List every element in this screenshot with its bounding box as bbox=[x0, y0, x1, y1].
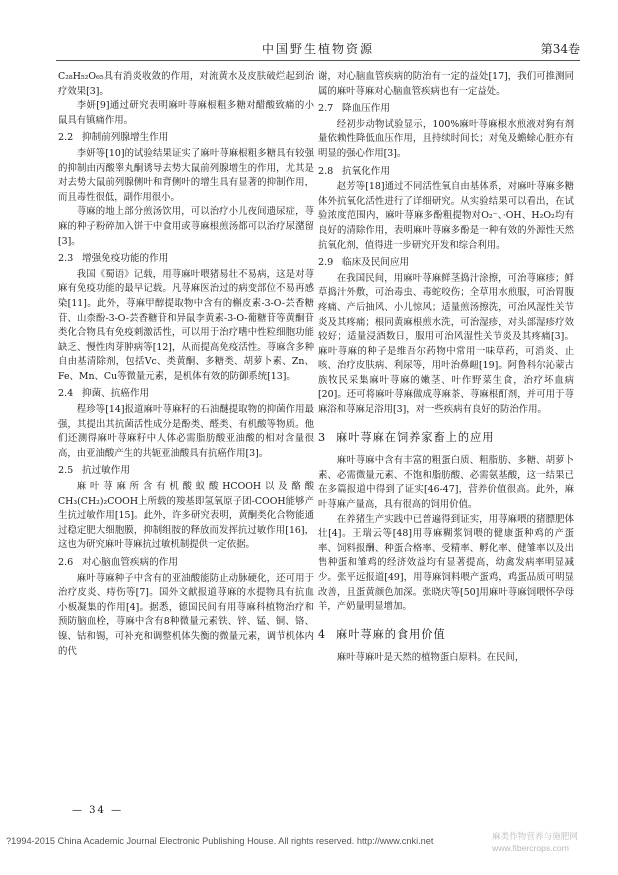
subsection-heading bbox=[58, 464, 314, 479]
body-paragraph: 麻叶荨麻种子中含有的亚油酸能防止动脉硬化，还可用于治疗皮炎、痔伤等[7]。国外文献报道荨麻的水提物具有抗血小板凝集的作用[4]。据悉，德国民间有用荨麻科植物治疗和预防脑血栓，荨麻中含有8种微量元素铁、锌、锰、铜、铬、镍、钴和锡，可补充和调整机体失衡的微量元素，调节机体内的代 bbox=[58, 572, 314, 657]
subsection-heading bbox=[58, 131, 314, 146]
body-paragraph: 谢，对心脑血管疾病的防治有一定的益处[17]，我们可推测同属的麻叶荨麻对心脑血管疾病也有一定益处。 bbox=[318, 71, 574, 97]
section-number: 2.8 bbox=[318, 165, 334, 177]
body-paragraph: 李妍等[10]的试验结果证实了麻叶荨麻根粗多糖具有较强的抑制由丙酸睾丸酮诱导去势大鼠前列腺增生的作用，尤其是对去势大鼠前列腺侧叶和背侧叶的增生具有显著的抑制作用，而且毒性很低，副作用很小。 bbox=[58, 147, 314, 203]
journal-title: 中国野生植物资源 bbox=[261, 42, 374, 56]
page-number: — 34 — bbox=[72, 805, 124, 816]
body-paragraph: 麻叶荨麻所含有机酸蚁酸HCOOH以及酪酸CH₃(CH₂)₂COOH上所载的羧基即氢氧原子团-COOH能够产生抗过敏作用[15]。此外，许多研究表明，黄酮类化合物能通过稳定肥大细胞膜，抑制组胺的释放而发挥抗过敏作用[16]，这也为研究麻叶荨麻抗过敏机制提供一定依据。 bbox=[58, 481, 314, 551]
section-title: 对心脑血管疾病的作用 bbox=[82, 557, 178, 568]
body-paragraph: 我国《蜀语》记载，用荨麻叶喂猪易壮不易病，这是对荨麻有免疫功能的最早记载。凡荨麻医治过的病变部位不易再感染[11]。此外，荨麻甲醇提取物中含有的槲皮素-3-O-芸香糖苷、山柰酚-3-O-芸香糖苷和异鼠李黄素-3-O-葡糖苷等黄酮苷类化合物具有免疫刺激活性，可以用于治疗嗜中性粒细胞功能缺乏、慢性肉芽肿病等[12]，从而提高免疫活性。荨麻含多种自由基清除剂，包括Vc、类黄酮、多糖类、胡萝卜素、Zn、Fe、Mn、Cu等微量元素，是机体有效的防御系统[13]。 bbox=[58, 268, 314, 382]
watermark-line-1: 麻类作物营养与施肥网 bbox=[492, 831, 578, 841]
section-title: 麻叶荨麻的食用价值 bbox=[336, 627, 446, 641]
subsection-heading bbox=[318, 165, 574, 180]
body-paragraph: 赵芳等[18]通过不同活性氧自由基体系，对麻叶荨麻多糖体外抗氧化活性进行了详细研究。从实验结果可以看出，在试验浓度范围内，麻叶荨麻多酚粗提物对O₂⁻、·OH、H₂O₂均有良好的清除作用，表明麻叶荨麻多酚是一种有效的外源性天然抗氧化剂，值得进一步研究开发和综合利用。 bbox=[318, 181, 574, 251]
subsection-heading bbox=[318, 102, 574, 117]
section-heading bbox=[318, 628, 574, 643]
section-title: 降血压作用 bbox=[342, 103, 390, 115]
section-title: 抑菌、抗癌作用 bbox=[82, 388, 150, 400]
right-column bbox=[318, 70, 574, 666]
section-title: 增强免疫功能的作用 bbox=[82, 253, 169, 265]
body-paragraph: 荨麻的地上部分煎汤饮用，可以治疗小儿夜间遗尿症，荨麻的种子粉碎加入饼干中食用或荨麻根煎汤都可以治疗尿潴留[3]。 bbox=[58, 206, 314, 247]
section-title: 抑制前列腺增生作用 bbox=[82, 132, 169, 144]
section-title: 抗氧化作用 bbox=[342, 165, 390, 177]
section-number: 2.2 bbox=[58, 132, 74, 144]
section-number: 4 bbox=[318, 627, 327, 641]
subsection-heading bbox=[58, 556, 314, 571]
site-watermark bbox=[492, 830, 610, 854]
section-heading bbox=[318, 431, 574, 446]
section-number: 3 bbox=[318, 430, 327, 444]
body-paragraph: 在养猪生产实践中已普遍得到证实，用荨麻喂的猪膘肥体壮[4]。王瑞云等[48]用荨麻糊浆饲喂的健康蛋种鸡的产蛋率、饲料报酬、种蛋合格率、受精率、孵化率、健雏率以及出售种蛋和雏鸡的经济效益均有显著提高，幼禽发病率明显减少。张平远报道[49]，用荨麻饲料喂产蛋鸡，鸡蛋品质可明显改善，且蛋黄颜色加深。张晓庆等[50]用麻叶荨麻饲喂怀孕母羊，产奶量明显增加。 bbox=[318, 513, 574, 613]
running-header bbox=[56, 38, 580, 61]
body-paragraph: 李妍[9]通过研究表明麻叶荨麻根粗多糖对醋酸致痛的小鼠具有镇痛作用。 bbox=[58, 100, 314, 126]
section-number: 2.3 bbox=[58, 253, 74, 265]
body-paragraph: 麻叶荨麻中含有丰富的粗蛋白质、粗脂肪、多糖、胡萝卜素、必需微量元素、不饱和脂肪酸、必需氨基酸，这一结果已在多篇报道中得到了证实[46-47]，营养价值很高。此外，麻叶荨麻产量高，具有很高的饲用价值。 bbox=[318, 455, 574, 511]
copyright-footer: ?1994-2015 China Academic Journal Electronic Publishing House. All rights reserved. http://www.cnki.net bbox=[6, 836, 434, 846]
section-number: 2.6 bbox=[58, 557, 74, 568]
left-column bbox=[58, 70, 314, 659]
section-title: 抗过敏作用 bbox=[82, 465, 130, 477]
body-paragraph: 经初步动物试验显示，100%麻叶荨麻根水煎液对狗有剂量依赖性降低血压作用，且持续时间长；对兔及蟾蜍心脏亦有明显的强心作用[3]。 bbox=[318, 118, 574, 159]
watermark-line-2: www.fibercrops.com bbox=[492, 843, 569, 853]
body-paragraph: C₂₈H₅₂O₆₅具有消炎收敛的作用，对流黄水及皮肤破烂起到治疗效果[3]。 bbox=[58, 71, 314, 97]
volume-label: 第34卷 bbox=[540, 42, 580, 56]
body-paragraph: 程珍等[14]报道麻叶荨麻籽的石油醚提取物的抑菌作用最强，其提出其抗菌活性成分是酚类、醛类、有机酸等物质。他们还测得麻叶荨麻籽中人体必需脂肪酸亚油酸的相对含量很高，由亚油酸产生的共轭亚油酸具有抗癌作用[3]。 bbox=[58, 404, 314, 459]
body-paragraph: 麻叶荨麻叶是天然的植物蛋白原料。在民间， bbox=[336, 652, 525, 664]
section-title: 临床及民间应用 bbox=[342, 257, 410, 269]
section-number: 2.5 bbox=[58, 465, 74, 477]
section-title: 麻叶荨麻在饲养家畜上的应用 bbox=[336, 430, 495, 444]
section-number: 2.9 bbox=[318, 257, 334, 269]
section-number: 2.7 bbox=[318, 103, 334, 115]
subsection-heading bbox=[318, 256, 574, 271]
section-number: 2.4 bbox=[58, 388, 74, 400]
subsection-heading bbox=[58, 387, 314, 402]
subsection-heading bbox=[58, 252, 314, 267]
body-paragraph: 在我国民间，用麻叶荨麻鲜茎捣汁涂擦，可治荨麻疹；鲜草捣汁外敷，可治毒虫、毒蛇咬伤；全草用水煎服，可治胃腹疼痛、产后抽风、小儿惊风；适量煎汤擦洗，可治风湿性关节炎及其疼痛；根同黄麻根煎水洗，可治湿疹，对头部湿疹疗效较好；适量浸酒数日，服用可治风湿性关节炎及其疼痛[3]。麻叶荨麻的种子是维吾尔药物中常用一味草药，可消炎、止咳、治疗皮肤病、利尿等，用叶治鼻衄[19]。阿鲁科尔沁蒙古族牧民采集麻叶荨麻的嫩茎、叶作野菜生食，治疗坏血病[20]。还可将麻叶荨麻做成荨麻茶、荨麻根酊剂，并可用于荨麻浴和荨麻足浴用[3]，对一些疾病有良好的防治作用。 bbox=[318, 272, 574, 416]
